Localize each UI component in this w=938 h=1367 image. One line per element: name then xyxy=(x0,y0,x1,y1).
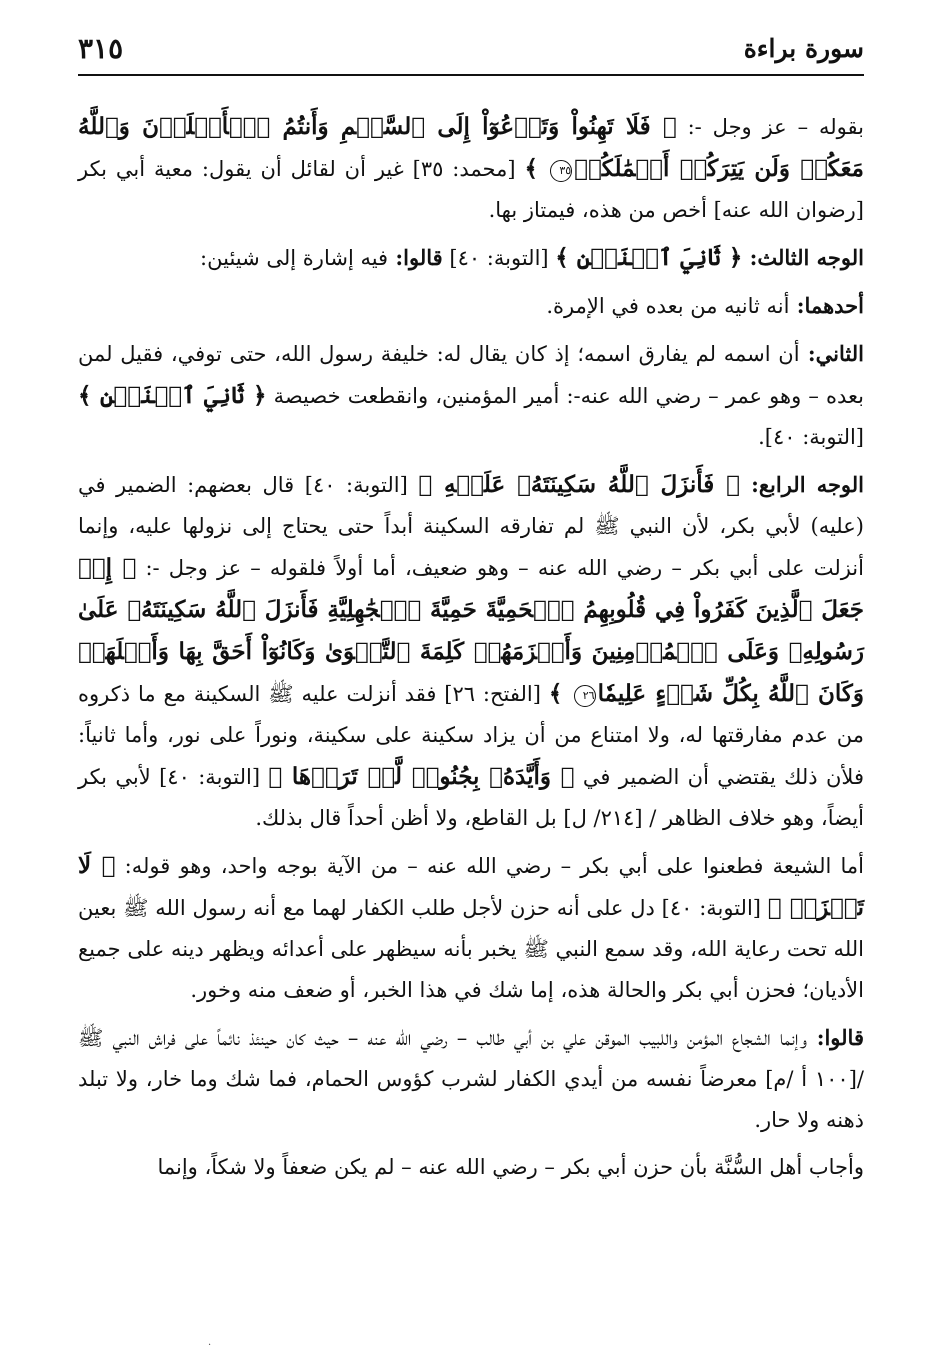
page-body xyxy=(78,106,864,1188)
body-text: وإنما الشجاع المؤمن واللبيب الموقن علي بن أبي طالب – رضي الله عنه – حيث كان حينئذ نائماً على فراش النبي ﷺ /[١٠٠ أ /م] معرضاً نفسه من أيدي الكفار لشرب كؤوس الحمام، فما شك وما خار، ولا تبلد ذهنه ولا حار. xyxy=(78,1026,864,1132)
stray-mark: · xyxy=(208,1340,212,1351)
surah-title: سورة براءة xyxy=(743,33,864,63)
paragraph xyxy=(78,285,864,327)
body-text: أما الشيعة فطعنوا على أبي بكر – رضي الله عنه – من الآية بوجه واحد، وهو قوله: xyxy=(115,854,864,878)
section-heading: الوجه الثالث: xyxy=(742,245,864,270)
paragraph xyxy=(78,845,864,1011)
paragraph xyxy=(78,1147,864,1188)
page-header xyxy=(78,22,864,76)
book-page xyxy=(78,22,864,1194)
quran-verse: ﴿ وَأَيَّدَهُۥ بِجُنُودٖ لَّمۡ تَرَوۡهَا ﴾ xyxy=(268,763,575,790)
section-heading: قالوا: xyxy=(806,1025,864,1050)
body-text: [التوبة: ٤٠] قال بعضهم: الضمير في (عليه) لأبي بكر، لأن النبي ﷺ لم تفارقه السكينة أبداً حتى يحتاج إلى نزولها عليه، وإنما أنزلت على أبي بكر – رضي الله عنه – وهو ضعيف، أما أولاً فلقوله – عز وجل -: xyxy=(78,473,864,580)
quran-verse: ﴾ xyxy=(548,680,572,707)
section-heading: الثاني: xyxy=(799,341,864,366)
body-text: [التوبة: ٤٠] دل على أنه حزن لأجل طلب الكفار لهما مع أنه رسول الله ﷺ بعين الله تحت رعاية الله، وقد سمع النبي ﷺ يخبر بأنه سيظهر على أعدائه ويظهر دينه على جميع الأديان؛ فحزن أبي بكر والحالة هذه، إما شك في هذا الخبر، أو ضعف منه وخور. xyxy=(78,896,864,1002)
body-text: فيه إشارة إلى شيئين: xyxy=(200,246,389,270)
body-text: بقوله – عز وجل -: xyxy=(676,115,864,139)
ayah-number-marker: ٣٥ xyxy=(550,160,572,182)
body-text: [التوبة: ٤٠] xyxy=(442,246,556,270)
paragraph xyxy=(78,106,864,231)
paragraph xyxy=(78,333,864,458)
section-heading: الوجه الرابع: xyxy=(739,472,865,497)
quran-verse: ﴿ فَأَنزَلَ ٱللَّهُ سَكِينَتَهُۥ عَلَيۡهِ ﴾ xyxy=(418,471,740,498)
ayah-number-marker: ٢٦ xyxy=(574,685,596,707)
paragraph xyxy=(78,1017,864,1141)
quran-verse: ﴿ ثَانِيَ ٱثۡنَيۡنِ ﴾ xyxy=(78,382,267,409)
quran-verse: ﴿ فَلَا تَهِنُواْ وَتَدۡعُوٓاْ إِلَى ٱلسَّلۡمِ وَأَنتُمُ ٱلۡأَعۡلَوۡنَ وَٱللَّهُ مَعَكُمۡ وَلَن يَتِرَكُمۡ أَعۡمَٰلَكُمۡ xyxy=(78,113,864,182)
body-text: [الفتح: ٢٦] فقد أنزلت عليه ﷺ السكينة مع ما ذكروه من عدم مفارقتها له، ولا امتناع من أن يزاد سكينة على سكينة، ونوراً على نور، وأما ثانياً: فلأن ذلك يقتضي أن الضمير في xyxy=(78,682,864,789)
quran-verse: ﴿ لَا تَحۡزَنۡ ﴾ xyxy=(78,852,865,921)
body-text: [التوبة: ٤٠] لأبي بكر أيضاً، وهو خلاف الظاهر / [٢١٤/ ل] بل القاطع، ولا أظن أحداً قال بذلك. xyxy=(78,765,864,830)
section-heading: أحدهما: xyxy=(789,293,864,318)
page-number: ٣١٥ xyxy=(78,31,124,65)
paragraph xyxy=(78,464,864,839)
section-heading: قالوا: xyxy=(388,245,443,270)
paragraph xyxy=(78,237,864,279)
quran-verse: ﴾ xyxy=(524,155,549,182)
quran-verse: ﴿ ثَانِيَ ٱثۡنَيۡنِ ﴾ xyxy=(555,244,743,271)
body-text: وأجاب أهل السُّنَّة بأن حزن أبي بكر – رضي الله عنه – لم يكن ضعفاً ولا شكاً، وإنما xyxy=(157,1155,864,1179)
quran-verse: ﴿ إِذۡ جَعَلَ ٱلَّذِينَ كَفَرُواْ فِي قُلُوبِهِمُ ٱلۡحَمِيَّةَ حَمِيَّةَ ٱلۡجَٰهِلِيَّةِ فَأَنزَلَ ٱللَّهُ سَكِينَتَهُۥ عَلَىٰ رَسُولِهِۦ وَعَلَى ٱلۡمُؤۡمِنِينَ وَأَلۡزَمَهُمۡ كَلِمَةَ ٱلتَّقۡوَىٰ وَكَانُوٓاْ أَحَقَّ بِهَا وَأَهۡلَهَاۚ وَكَانَ ٱللَّهُ بِكُلِّ شَيۡءٍ عَلِيمٗا xyxy=(78,554,864,707)
body-text: [التوبة: ٤٠]. xyxy=(758,425,864,449)
body-text: [محمد: ٣٥] غير أن لقائل أن يقول: معية أبي بكر [رضوان الله عنه] أخص من هذه، فيمتاز بها. xyxy=(78,157,864,222)
body-text: أن اسمه لم يفارق اسمه؛ إذ كان يقال له: خليفة رسول الله، حتى توفي، فقيل لمن بعده – وهو عمر – رضي الله عنه-: أمير المؤمنين، وانقطعت خصيصة xyxy=(78,342,864,408)
body-text: أنه ثانيه من بعده في الإمرة. xyxy=(546,294,790,318)
